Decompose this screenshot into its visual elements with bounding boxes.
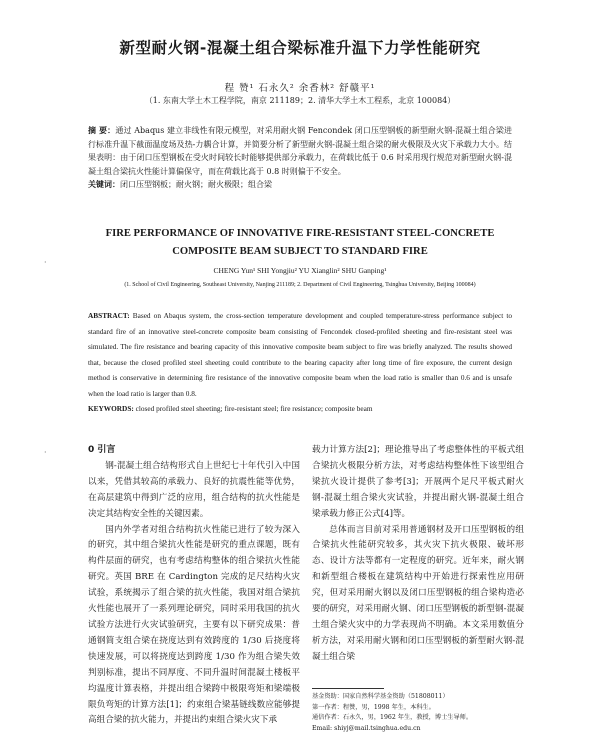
footnote-email: Email: shiyj@mail.tsinghua.edu.cn [312,724,421,732]
chinese-keywords [88,178,512,192]
chinese-abstract-text: 通过 Abaqus 建立非线性有限元模型，对采用耐火钢 Fencondek 闭口压型钢板的新型耐火钢-混凝土组合梁进行标准升温下截面温度场及热-力耦合计算，并简要分析了新型耐火钢-混凝土组合梁的耐火极限及火灾下承载力大小。结果表明：由于闭口压型钢板在受火时间较长时能够提供部分承载力，在荷载比低于 0.6 时采用现行规范对新型耐火钢-混凝土组合梁抗火性能计算偏保守，而在荷载比高于 0.8 时则偏于不安全。 [88,126,512,176]
body-column-right [312,443,524,666]
body-paragraph: 国内外学者对组合结构抗火性能已进行了较为深入的研究，其中组合梁抗火性能是研究的重点课题，既有构件层面的研究，也有考虑结构整体的组合梁抗火性能研究。英国 BRE 在 Cardington 完成的足尺结构火灾试验，系统揭示了组合梁的抗火性能，我国对组合梁抗火性能也展开了一系列理论研究，同时采用我国的抗火试验方法进行火灾试验研究，主要有以下研究成果：普通钢简支组合梁在挠度达到有效跨度的 1/30 后挠度将快速发展，可以将挠度达到跨度 1/30 作为组合梁失效判别标准，提出不同厚度、不同升温时间混凝土楼板平均温度计算表格，并提出组合梁跨中极限弯矩和梁端极限负弯矩的计算方法[1]；约束组合梁基链线数应能够提高组合梁的抗火能力，并提出约束组合梁火灾下承 [88,524,300,726]
chinese-keywords-label: 关键词： [88,179,120,190]
english-title [70,225,530,261]
footnotes [312,692,524,734]
footnote-divider [312,688,384,689]
english-abstract-label: ABSTRACT: [88,311,130,320]
footnote-funding: 基金资助：国家自然科学基金资助（51808011） [312,693,449,700]
english-affiliation: (1. School of Civil Engineering, Southeast University, Nanjing 211189; 2. Department of Civil Engineering, Tsinghua University, Beijing 100084) [124,282,476,288]
chinese-abstract [88,124,512,192]
body-paragraph: 载力计算方法[2]；理论推导出了考虑整体性的平板式组合梁抗火极限分析方法，对考虑结构整体性下该型组合梁抗火设计提供了参考[3]；开展两个足尺平板式耐火钢-混凝土组合梁火灾试验，并提出耐火钢-混凝土组合梁承载力修正公式[4]等。 [312,445,524,519]
body-paragraph: 钢-混凝土组合结构形式自上世纪七十年代引入中国以来，凭借其较高的承载力、良好的抗震性能等优势，在高层建筑中得到广泛的应用，组合结构的抗火性能是决定其结构安全性的关键因素。 [88,460,300,519]
english-keywords-label: KEYWORDS: [88,404,134,413]
english-keywords [88,401,512,417]
section-heading-introduction: 0 引言 [88,445,116,455]
margin-mark: · [44,258,47,267]
body-column-left [88,443,300,729]
margin-mark: · [44,448,47,457]
chinese-affiliation: （1. 东南大学土木工程学院，南京 211189；2. 清华大学土木工程系，北京 100084） [144,96,456,105]
chinese-title: 新型耐火钢-混凝土组合梁标准升温下力学性能研究 [119,39,481,57]
chinese-keywords-text: 闭口压型钢板；耐火钢；耐火极限；组合梁 [120,180,272,190]
english-keywords-text: closed profiled steel sheeting; fire-resistant steel; fire resistance; composite beam [135,404,373,413]
footnote-first-author: 第一作者：程赞，男，1998 年生，本科生。 [312,703,435,711]
chinese-abstract-label: 摘 要： [88,125,116,135]
english-title-line: FIRE PERFORMANCE OF INNOVATIVE FIRE-RESISTANT STEEL-CONCRETE [105,228,495,239]
english-authors: CHENG Yun¹ SHI Yongjiu² YU Xianglin² SHU Ganping¹ [213,266,387,275]
english-abstract [88,308,512,417]
footnote-corresponding-author: 通信作者：石永久，男，1962 年生，教授，博士生导师。 [312,714,473,721]
english-title-line: COMPOSITE BEAM SUBJECT TO STANDARD FIRE [172,246,428,257]
english-abstract-text: Based on Abaqus system, the cross-section temperature development and coupled temperature-stress performance subject to standard fire of an innovative steel-concrete composite beam consisting of Fencondek closed-profiled sheeting and fire-resistant steel was simulated. The fire resistance and bearing capacity of this innovative composite beam subject to fire was briefly analyzed. The results showed that, because the closed profiled steel sheeting could contribute to the bearing capacity after long time of fire exposure, the current design method is conservative in determining fire resistance of the innovative composite beam when the load ratio is smaller than 0.6 and is unsafe when the load ratio is larger than 0.8. [88,311,513,398]
body-paragraph: 总体而言目前对采用普通钢材及开口压型钢板的组合梁抗火性能研究较多，其火灾下抗火极限、破坏形态、设计方法等都有一定程度的研究。近年来，耐火钢和新型组合楼板在建筑结构中开始进行探索性应用研究，但对采用耐火钢以及闭口压型钢板的组合梁构造必要的研究，对采用耐火钢、闭口压型钢板的新型钢-混凝土组合梁火灾中的力学表现尚不明确。本文采用数值分析方法，对采用耐火钢和闭口压型钢板的新型耐火钢-混凝土组合梁 [312,524,524,662]
chinese-authors: 程 赞¹ 石永久² 余香林² 舒赣平¹ [224,83,376,94]
